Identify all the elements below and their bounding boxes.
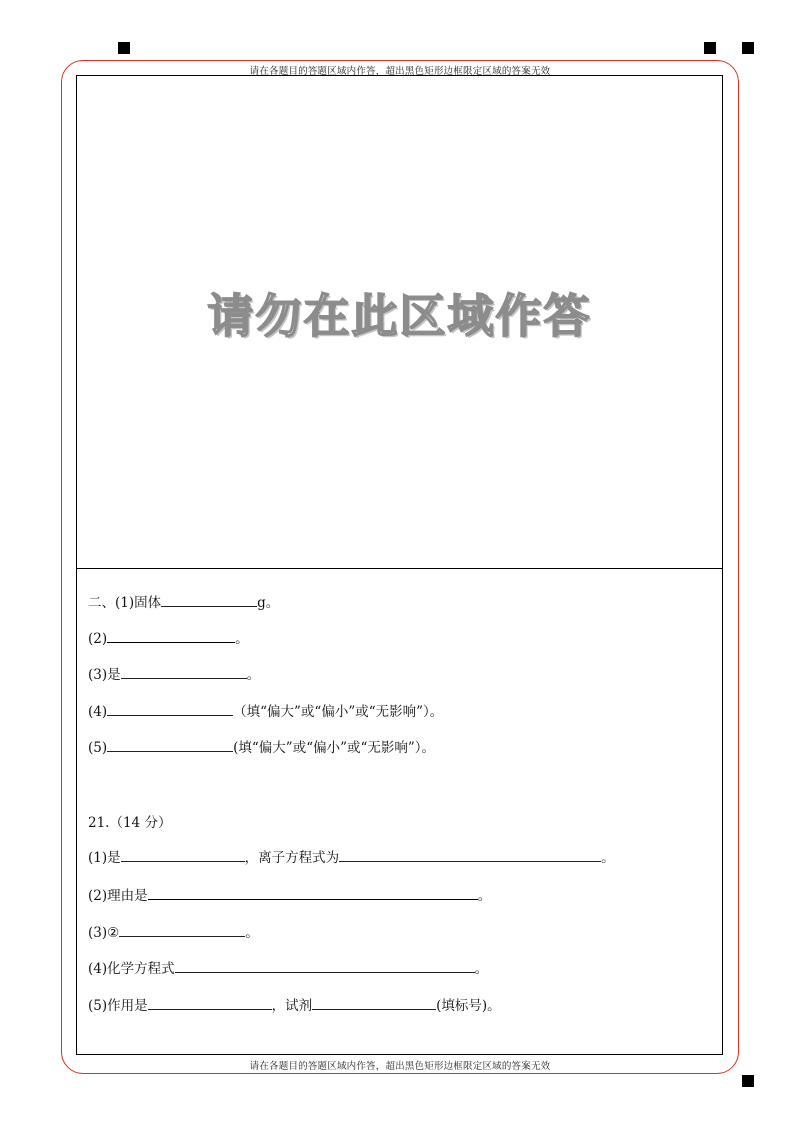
q1-suffix: g。 (257, 595, 280, 611)
section-divider (76, 568, 723, 569)
corner-marker-top-right-1 (704, 42, 716, 54)
p1-mid: ，离子方程式为 (244, 850, 340, 866)
p2-answer-blank[interactable] (148, 887, 478, 900)
section2-q4 (88, 700, 443, 720)
section2-q3 (88, 663, 260, 683)
notice-bottom: 请在各题目的答题区域内作答，超出黑色矩形边框限定区域的答案无效 (249, 1061, 551, 1072)
p1-answer-blank-2[interactable] (339, 849, 601, 862)
p4-suffix: 。 (474, 961, 489, 977)
p1-prefix: (1)是 (88, 850, 121, 866)
q4-prefix: (4) (88, 704, 108, 720)
q21-part3 (88, 921, 259, 941)
notice-top: 请在各题目的答题区域内作答，超出黑色矩形边框限定区域的答案无效 (249, 66, 551, 77)
q5-suffix: (填“偏大”或“偏小”或“无影响”）。 (233, 740, 436, 756)
p4-answer-blank[interactable] (175, 960, 475, 973)
section2-q1 (88, 591, 279, 611)
q5-answer-blank[interactable] (107, 739, 233, 752)
p3-prefix: (3)② (88, 925, 120, 941)
q4-suffix: （填“偏大”或“偏小”或“无影响”）。 (233, 704, 444, 720)
section2-q5 (88, 736, 435, 756)
q21-part2 (88, 884, 491, 904)
q1-prefix: 二、(1)固体 (88, 595, 162, 611)
p5-mid: ，试剂 (271, 998, 313, 1014)
p1-answer-blank-1[interactable] (121, 849, 245, 862)
q3-answer-blank[interactable] (121, 666, 247, 679)
section2-q2 (88, 627, 249, 647)
answer-box (76, 75, 723, 1055)
p2-suffix: 。 (477, 888, 492, 904)
q21-part5 (88, 994, 501, 1014)
q2-answer-blank[interactable] (107, 630, 235, 643)
q3-prefix: (3)是 (88, 667, 121, 683)
q5-prefix: (5) (88, 740, 108, 756)
p5-suffix: (填标号)。 (436, 998, 501, 1014)
q2-suffix: 。 (235, 631, 249, 647)
q1-answer-blank[interactable] (161, 594, 257, 607)
q2-prefix: (2) (88, 631, 108, 647)
q3-suffix: 。 (246, 667, 261, 683)
q4-answer-blank[interactable] (107, 703, 233, 716)
p5-answer-blank-1[interactable] (148, 997, 272, 1010)
corner-marker-top-left (118, 42, 130, 54)
p4-prefix: (4)化学方程式 (88, 961, 175, 977)
q21-part4 (88, 957, 488, 977)
q21-header: 21.（14 分） (88, 815, 172, 831)
corner-marker-bottom-right (742, 1075, 754, 1087)
p1-suffix: 。 (601, 850, 615, 866)
p5-answer-blank-2[interactable] (312, 997, 436, 1010)
p3-answer-blank[interactable] (119, 924, 245, 937)
do-not-answer-watermark: 请勿在此区域作答 (207, 289, 592, 343)
q21-part1 (88, 846, 615, 866)
p3-suffix: 。 (245, 925, 259, 941)
p5-prefix: (5)作用是 (88, 998, 148, 1014)
corner-marker-top-right-2 (742, 42, 754, 54)
p2-prefix: (2)理由是 (88, 888, 148, 904)
